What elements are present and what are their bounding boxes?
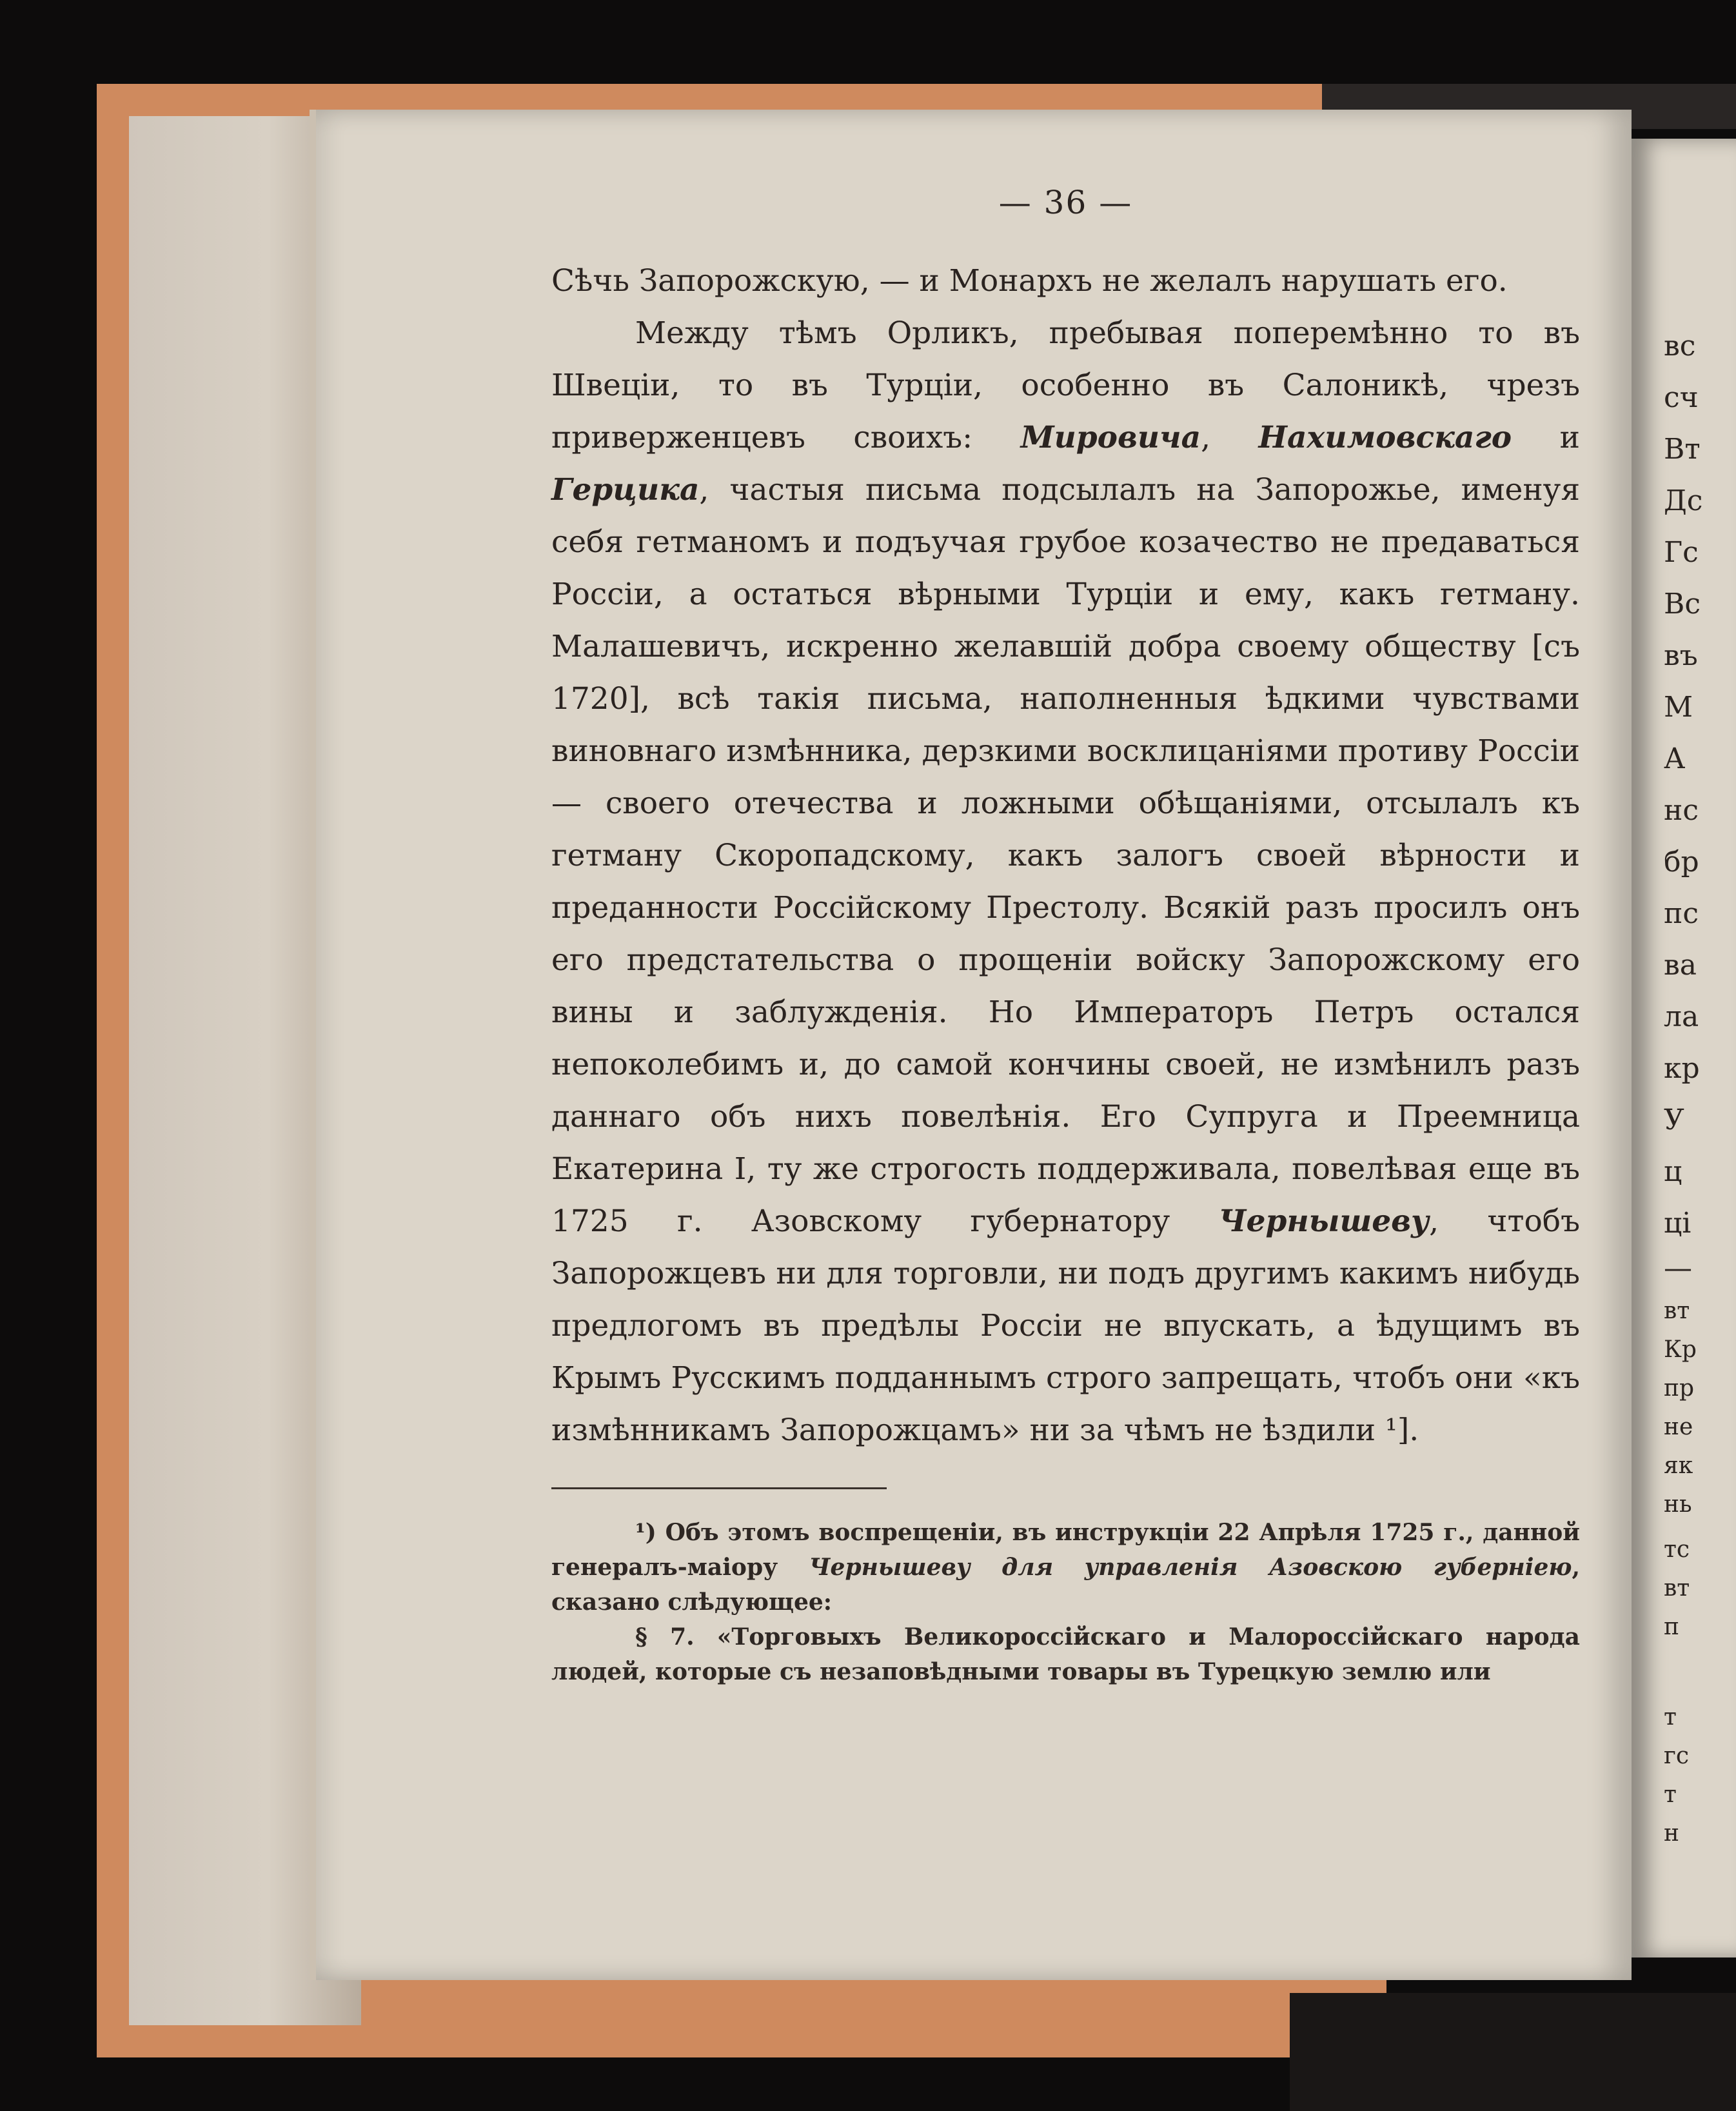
footnote	[551, 1515, 1580, 1620]
next-page-fragment: пр	[1664, 1375, 1695, 1402]
text-run: , частыя письма подсылалъ на Запорожье, именуя себя гетманомъ и подъучая грубое козачество не предаваться Россіи, а остаться вѣрными Турціи и ему, какъ гетману. Малашевичъ, искренно желавшій добра своему обществу [съ 1720], всѣ такія письма, наполненныя ѣдкими чувствами виновнаго измѣнника, дерзкими восклицаніями противу Россіи — своего отечества и ложными обѣщаніями, отсылалъ къ гетману Скоропадскому, какъ залогъ своей вѣрности и преданности Россійскому Престолу. Всякій разъ просилъ онъ его предстательства о прощеніи войску Запорожскому его вины и заблужденія. Но Императоръ Петръ остался непоколебимъ и, до самой кончины своей, не измѣнилъ разъ даннаго объ нихъ повелѣнія. Его Супруга и Преемница Екатерина I, ту же строгость поддерживала, повелѣвая еще въ 1725 г. Азовскому губернатору	[551, 472, 1580, 1239]
next-page-fragment: тс	[1664, 1536, 1690, 1563]
next-page-fragment: ва	[1664, 949, 1697, 982]
next-page-fragment: Вт	[1664, 433, 1701, 466]
next-page-fragment: п	[1664, 1614, 1679, 1640]
next-page-fragment: н	[1664, 1820, 1679, 1847]
next-page-fragment: вт	[1664, 1298, 1690, 1324]
footnote	[551, 1620, 1580, 1689]
next-page-fragment: ла	[1664, 1000, 1699, 1033]
paragraph	[551, 307, 1580, 1456]
text-run: и	[1512, 420, 1580, 455]
next-page-fragment: т	[1664, 1781, 1677, 1808]
next-page-fragment: не	[1664, 1414, 1693, 1440]
text-run: Сѣчь Запорожскую, — и Монархъ не желалъ нарушать его.	[551, 263, 1508, 299]
text-run: ,	[1201, 420, 1259, 455]
footnote-divider	[551, 1487, 887, 1489]
next-page-fragment: ц	[1664, 1155, 1682, 1188]
emphasized-name: Нахимовскаго	[1258, 420, 1512, 455]
next-page-fragment: въ	[1664, 639, 1698, 672]
next-page-fragment: —	[1664, 1252, 1692, 1285]
text-run: , сказано слѣдующее:	[551, 1554, 1580, 1616]
next-page-fragment: А	[1664, 742, 1686, 775]
dark-cloth-bottom	[1290, 1993, 1736, 2111]
next-page-fragment: нь	[1664, 1491, 1692, 1518]
page-text-block	[551, 184, 1580, 1689]
emphasized-name: Чернышеву	[1218, 1204, 1430, 1239]
next-page-fragment: гс	[1664, 1743, 1690, 1769]
next-page-edge	[1632, 139, 1736, 1957]
text-run: ¹) Объ этомъ воспрещеніи, въ инструкціи 22 Апрѣля 1725 г., данной генералъ-маіору	[551, 1519, 1580, 1581]
emphasized-name: Чернышеву для управленія Азовскою губерніею	[809, 1554, 1572, 1581]
text-run: Между тѣмъ Орликъ, пребывая поперемѣнно то въ Швеціи, то въ Турціи, особенно въ Салоникѣ, чрезъ приверженцевъ своихъ:	[551, 315, 1580, 455]
next-page-fragment: нс	[1664, 794, 1699, 827]
next-page-fragment: ці	[1664, 1207, 1692, 1240]
text-run: , чтобъ Запорожцевъ ни для торговли, ни подъ другимъ какимъ нибудь предлогомъ въ предѣлы Россіи не впускать, а ѣдущимъ въ Крымъ Русскимъ подданнымъ строго запрещать, чтобъ они «къ измѣнникамъ Запорожцамъ» ни за чѣмъ не ѣздили ¹].	[551, 1204, 1580, 1448]
next-page-fragment: Дс	[1664, 484, 1703, 517]
next-page-fragment: Кр	[1664, 1336, 1697, 1363]
next-page-fragment: У	[1664, 1104, 1684, 1136]
emphasized-name: Мировича	[1020, 420, 1201, 455]
next-page-fragment: пс	[1664, 897, 1699, 930]
next-page-fragment: вс	[1664, 330, 1696, 362]
next-page-fragment: кр	[1664, 1052, 1700, 1085]
next-page-fragment: М	[1664, 691, 1693, 724]
next-page-fragment: бр	[1664, 846, 1699, 878]
next-page-fragment: Гс	[1664, 536, 1699, 569]
next-page-fragment: вт	[1664, 1575, 1690, 1601]
body-paragraphs	[551, 255, 1580, 1456]
paragraph	[551, 255, 1580, 307]
emphasized-name: Герцика	[551, 472, 700, 508]
next-page-fragment: Вс	[1664, 588, 1701, 620]
next-page-fragment: сч	[1664, 381, 1699, 414]
text-run: § 7. «Торговыхъ Великороссійскаго и Малороссійскаго народа людей, которые съ незаповѣдными товары въ Турецкую землю или	[551, 1623, 1580, 1685]
page-number: — 36 —	[998, 184, 1133, 221]
footnotes	[551, 1515, 1580, 1689]
next-page-fragment: як	[1664, 1452, 1693, 1479]
next-page-fragment: т	[1664, 1704, 1677, 1730]
